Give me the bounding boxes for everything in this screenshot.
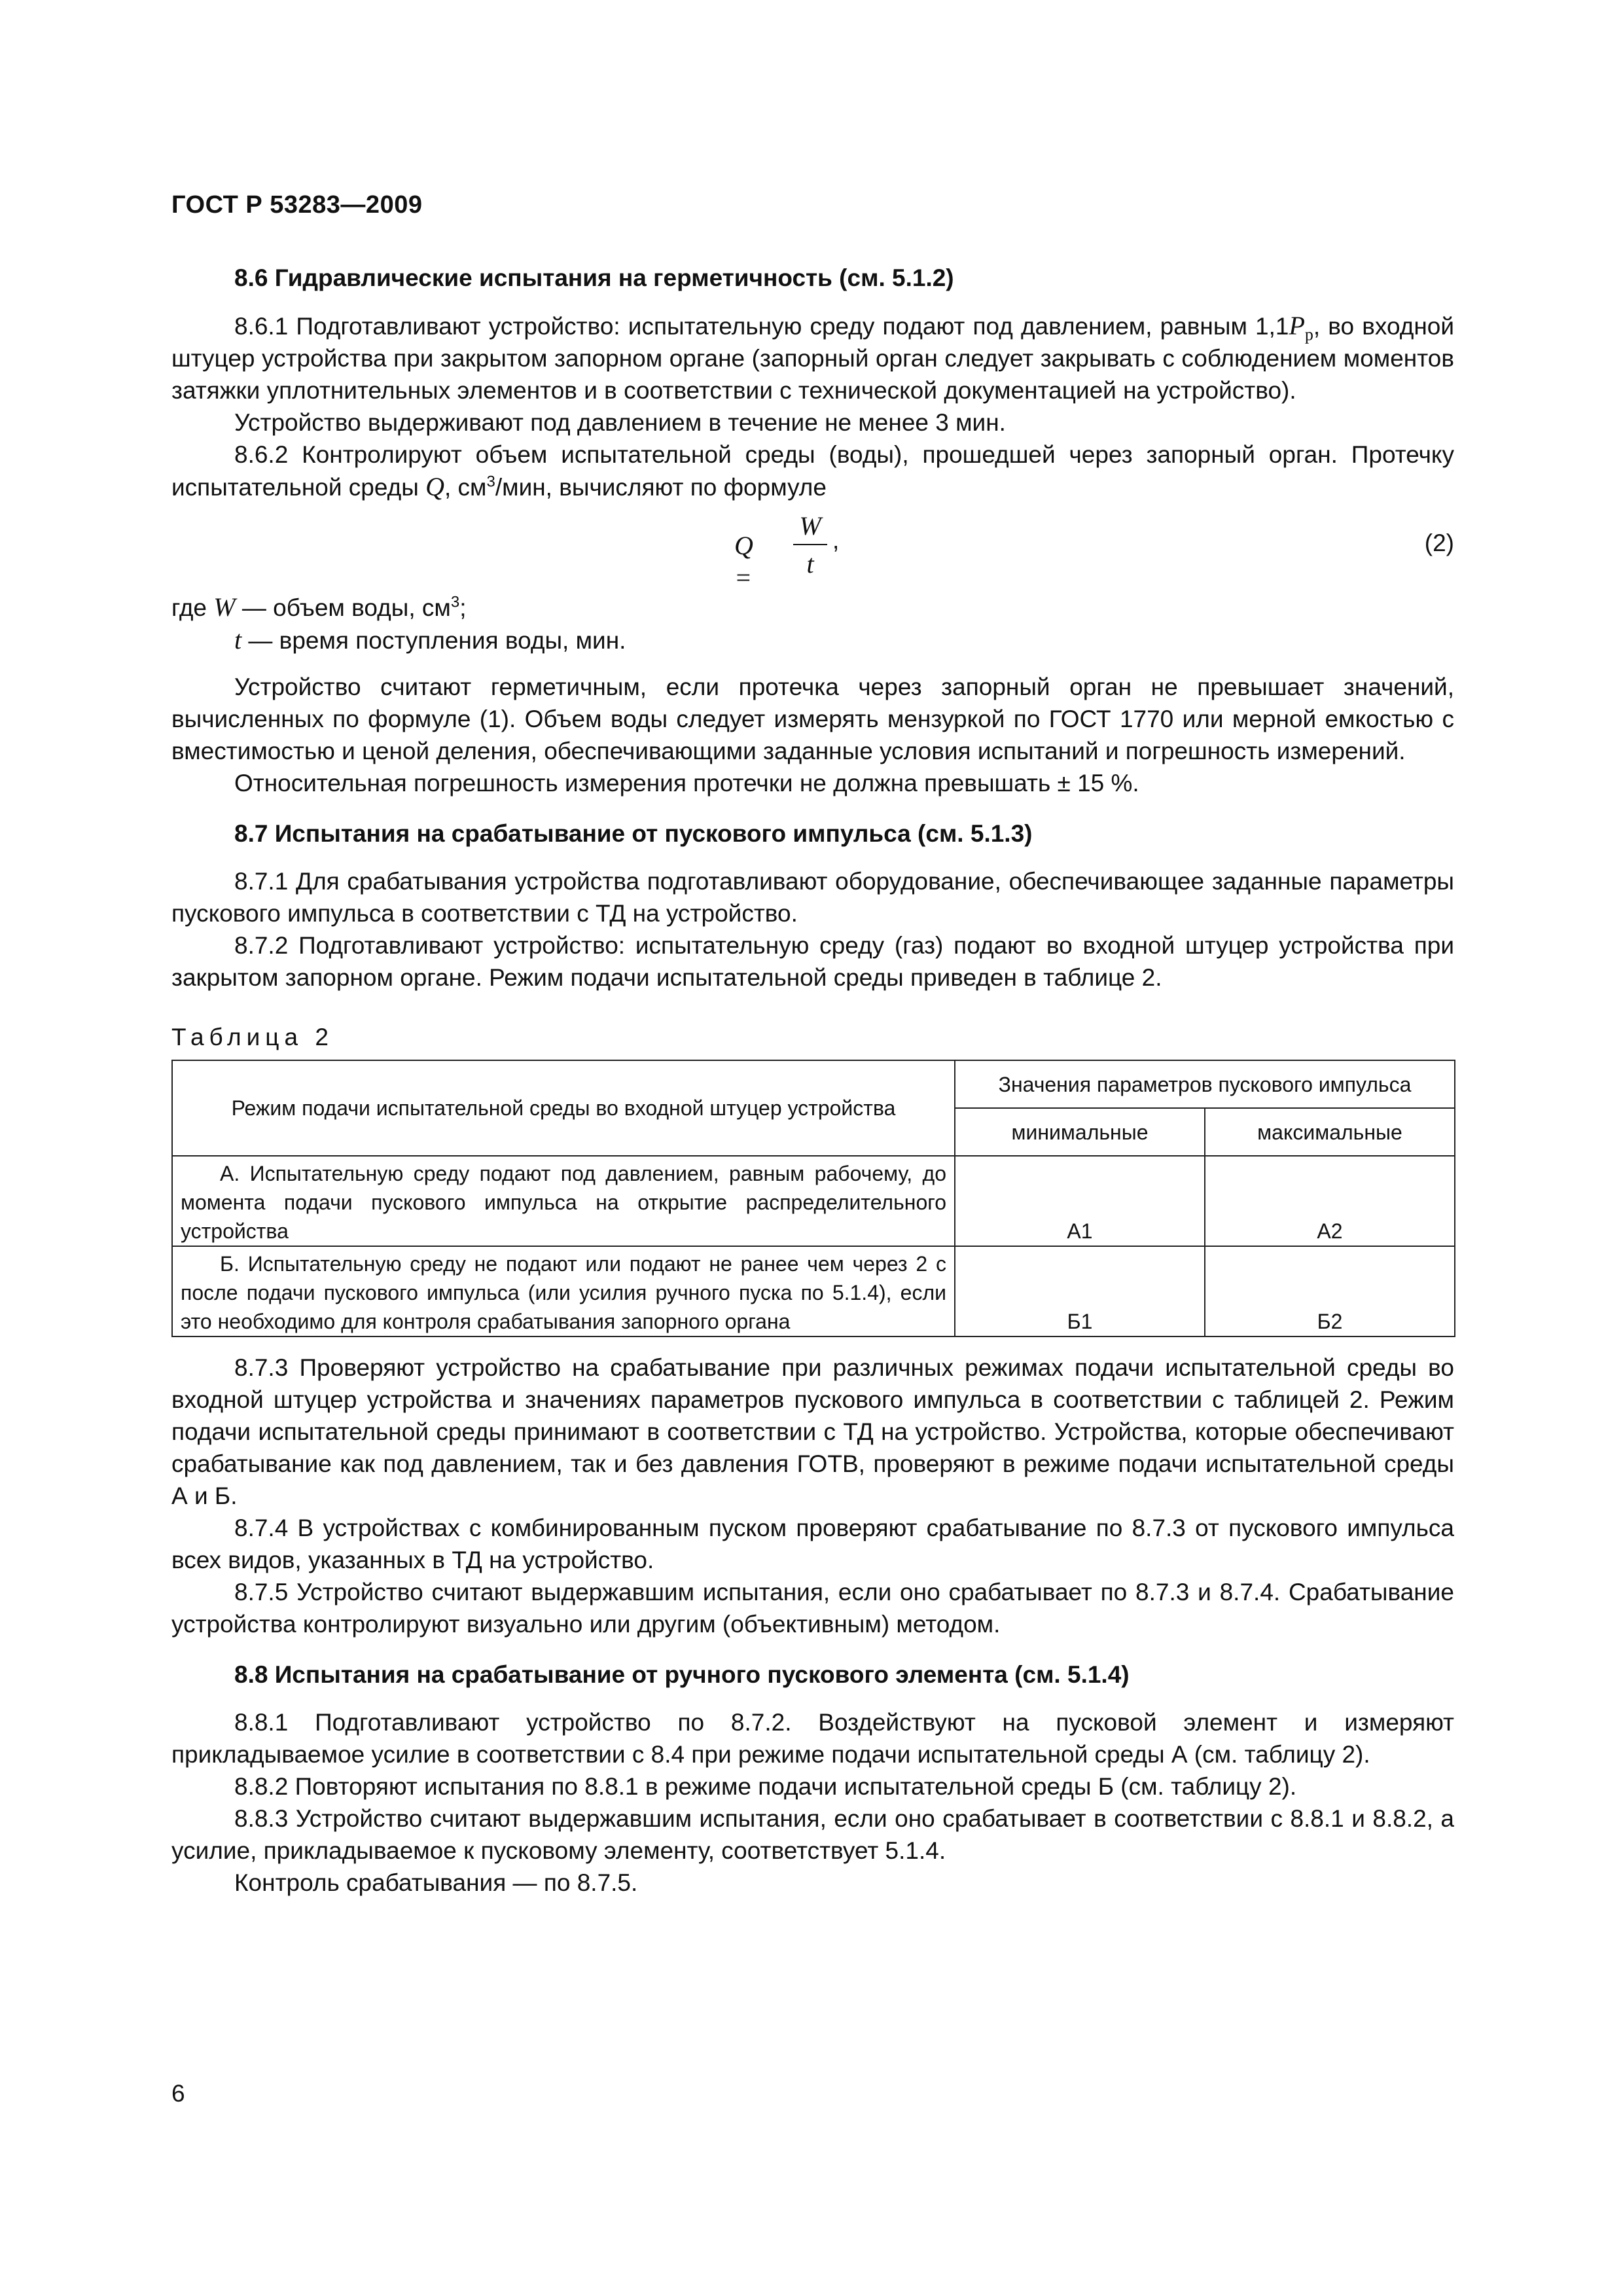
paragraph-8-7-3: 8.7.3 Проверяют устройство на срабатывание при различных режимах подачи испытательной среды во входной штуцер устройства и значениях параметров пускового импульса в соответствии с таблицей 2. Режим подачи испытательной среды принимают в соответствии с ТД на устройство. Устройства, которые обеспечивают срабатывание как под давлением, так и без давления ГОТВ, проверяют в режиме подачи испытательной среды А и Б. [171, 1354, 1454, 1509]
paragraph-8-6-hold: Устройство выдерживают под давлением в течение не менее 3 мин. [234, 409, 1006, 436]
formula-number: (2) [1424, 529, 1454, 556]
paragraph-8-8-1: 8.8.1 Подготавливают устройство по 8.7.2. Воздействуют на пусковой элемент и измеряют прикладываемое усилие в соответствии с 8.4 при режиме подачи испытательной среды А (см. таблицу 2). [171, 1709, 1454, 1768]
table-cell-min: Б1 [955, 1246, 1205, 1336]
formula-comma: , [832, 527, 840, 554]
paragraph-8-6-2-tail: /мин, вычисляют по формуле [495, 474, 827, 501]
pressure-subscript: р [1304, 325, 1313, 344]
table-caption: Таблица 2 [171, 1024, 334, 1050]
table-header-row-1 [172, 1060, 1455, 1108]
where-text-t: — время поступления воды, мин. [241, 627, 626, 654]
formula-lhs: Q = [734, 531, 753, 592]
page-number: 6 [171, 2080, 185, 2107]
table-2 [171, 1060, 1455, 1337]
table-row [172, 1246, 1455, 1336]
table-cell-min: А1 [955, 1156, 1205, 1246]
formula-fraction [793, 510, 827, 581]
pressure-variable: P [1289, 311, 1305, 340]
paragraph-8-6-1 [171, 310, 1454, 406]
paragraph-8-7-2: 8.7.2 Подготавливают устройство: испытательную среду (газ) подают во входной штуцер устройства при закрытом запорном органе. Режим подачи испытательной среды приведен в таблице 2. [171, 932, 1454, 991]
paragraph-8-8-3: 8.8.3 Устройство считают выдержавшим испытания, если оно срабатывает в соответствии с 8.8.1 и 8.8.2, а усилие, прикладываемое к пусковому элементу, соответствует 5.1.4. [171, 1805, 1454, 1864]
fraction-bar [793, 544, 827, 545]
paragraph-8-7-5: 8.7.5 Устройство считают выдержавшим испытания, если оно срабатывает по 8.7.3 и 8.7.4. Срабатывание устройства контролируют визуально или другим (объективным) методом. [171, 1579, 1454, 1638]
table-cell-max: Б2 [1205, 1246, 1455, 1336]
document-header: ГОСТ Р 53283—2009 [171, 191, 423, 219]
table-cell-mode: А. Испытательную среду подают под давлением, равным рабочему, до момента подачи пускового импульса на открытие распределительного устройства [172, 1156, 955, 1246]
section-8-6-heading: 8.6 Гидравлические испытания на герметичность (см. 5.1.2) [234, 264, 954, 291]
paragraph-8-6-2 [171, 439, 1454, 503]
paragraph-8-7-4: 8.7.4 В устройствах с комбинированным пуском проверяют срабатывание по 8.7.3 от пускового импульса всех видов, указанных в ТД на устройство. [171, 1515, 1454, 1573]
where-superscript: 3 [450, 593, 460, 611]
where-text-w: — объем воды, см [235, 594, 451, 621]
leak-variable: Q [425, 472, 444, 501]
document-body [171, 262, 1454, 1899]
where-end-w: ; [459, 594, 467, 621]
section-8-8-heading: 8.8 Испытания на срабатывание от ручного пускового элемента (см. 5.1.4) [234, 1661, 1130, 1688]
paragraph-8-8-2: 8.8.2 Повторяют испытания по 8.8.1 в режиме подачи испытательной среды Б (см. таблицу 2). [234, 1773, 1297, 1800]
formula-numerator: W [799, 511, 821, 541]
where-variable-t: t [234, 625, 242, 655]
where-line-1 [171, 591, 1454, 624]
leak-unit-superscript: 3 [486, 473, 495, 491]
paragraph-8-6-1-text: 8.6.1 Подготавливают устройство: испытательную среду подают под давлением, равным 1,1 [234, 313, 1289, 340]
paragraph-8-8-control: Контроль срабатывания — по 8.7.5. [234, 1869, 638, 1896]
paragraph-8-7-1: 8.7.1 Для срабатывания устройства подготавливают оборудование, обеспечивающее заданные параметры пускового импульса в соответствии с ТД на устройство. [171, 868, 1454, 927]
paragraph-8-6-1-tail: , во входной штуцер устройства при закрытом запорном органе (запорный орган следует закрывать с соблюдением моментов затяжки уплотнительных элементов и в соответствии с технической документацией на устройство). [171, 313, 1454, 404]
formula-denominator: t [806, 549, 814, 579]
table-cell-mode: Б. Испытательную среду не подают или подают не ранее чем через 2 с после подачи пускового импульса (или усилия ручного пуска по 5.1.4), если это необходимо для контроля срабатывания запорного органа [172, 1246, 955, 1336]
where-variable-w: W [213, 592, 236, 622]
table-cell-max: А2 [1205, 1156, 1455, 1246]
paragraph-8-6-tightness: Устройство считают герметичным, если протечка через запорный орган не превышает значений, вычисленных по формуле (1). Объем воды следует измерять мензуркой по ГОСТ 1770 или мерной емкостью с вместимостью и ценой деления, обеспечивающими заданные условия испытаний и погрешность измерений. [171, 673, 1454, 764]
where-line-2 [171, 624, 1454, 656]
where-prefix: где [171, 594, 207, 621]
paragraph-8-6-2-text: 8.6.2 Контролируют объем испытательной среды (воды), прошедшей через запорный орган. Протечку испытательной среды [171, 441, 1454, 501]
mode-column-header: Режим подачи испытательной среды во входной штуцер устройства [172, 1060, 955, 1156]
paragraph-8-6-error: Относительная погрешность измерения протечки не должна превышать ± 15 %. [234, 770, 1139, 797]
parameters-group-header: Значения параметров пускового импульса [955, 1060, 1455, 1108]
section-8-7-heading: 8.7 Испытания на срабатывание от пускового импульса (см. 5.1.3) [234, 820, 1033, 847]
leak-unit: , см [444, 474, 487, 501]
table-row [172, 1156, 1455, 1246]
maximum-column-header: максимальные [1205, 1108, 1455, 1156]
minimum-column-header: минимальные [955, 1108, 1205, 1156]
formula-2 [171, 510, 1454, 592]
